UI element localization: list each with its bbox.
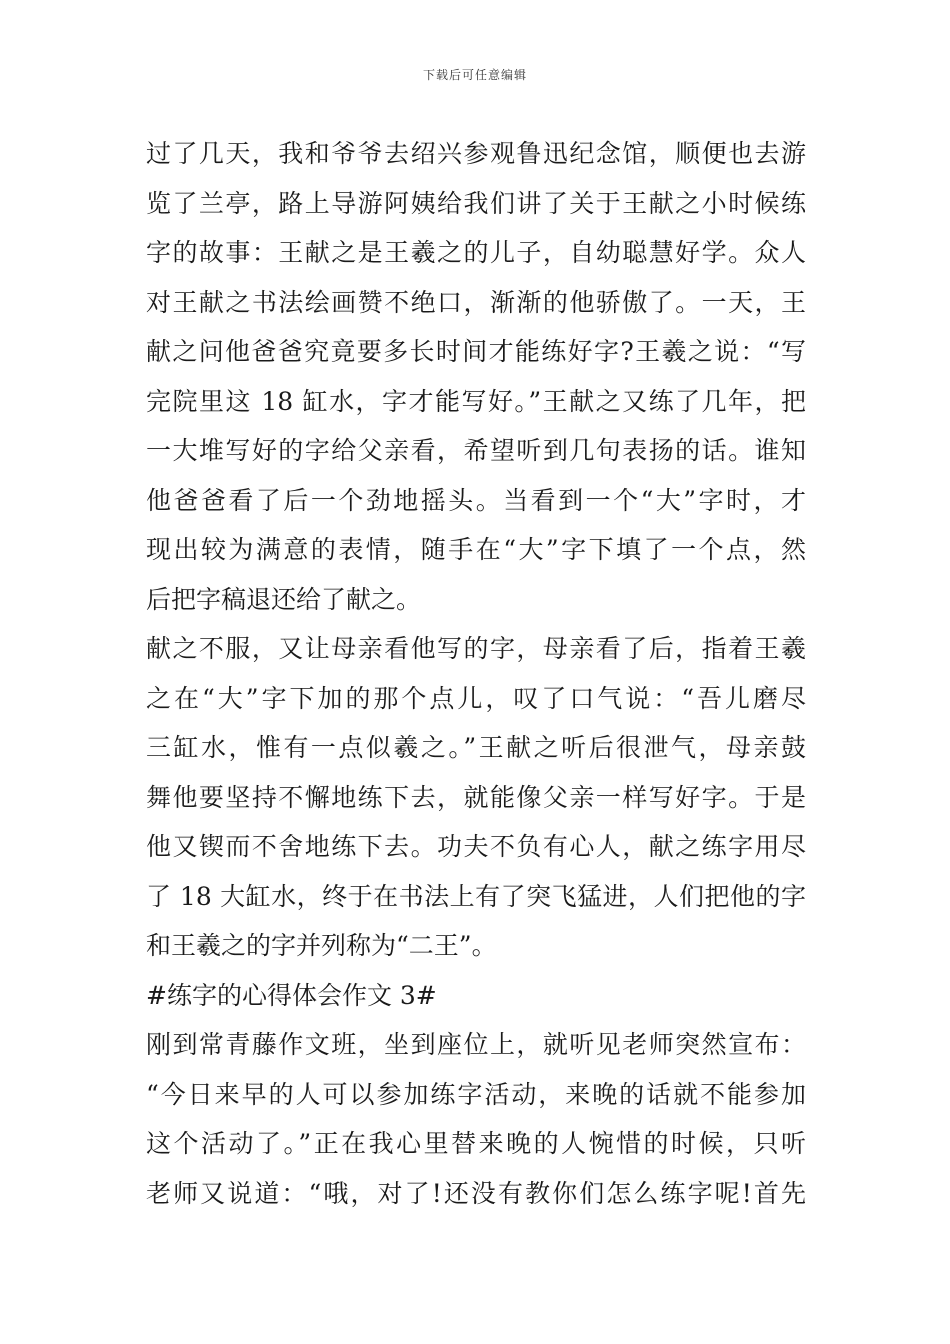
text-line: 了 18 大缸水，终于在书法上有了突飞猛进，人们把他的字: [146, 881, 806, 911]
text-line: 览了兰亭，路上导游阿姨给我们讲了关于王献之小时候练: [146, 188, 806, 218]
text-line: 献之不服，又让母亲看他写的字，母亲看了后，指着王羲: [146, 634, 806, 663]
text-line: 刚到常青藤作文班，坐到座位上，就听见老师突然宣布：: [146, 1030, 806, 1059]
page-header: 下载后可任意编辑: [422, 68, 527, 82]
text-line: “今日来早的人可以参加练字活动，来晚的话就不能参加: [146, 1079, 806, 1109]
text-line: 舞他要坚持不懈地练下去，就能像父亲一样写好字。于是: [146, 782, 806, 812]
text-line: 完院里这 18 缸水，字才能写好。”王献之又练了几年，把: [146, 386, 806, 416]
text-line: 他爸爸看了后一个劲地摇头。当看到一个“大”字时，才: [146, 485, 806, 515]
text-line: #练字的心得体会作文 3#: [146, 980, 437, 1010]
text-line: 和王羲之的字并列称为“二王”。: [146, 931, 497, 960]
text-line: 之在“大”字下加的那个点儿，叹了口气说：“吾儿磨尽: [146, 683, 806, 713]
text-line: 过了几天，我和爷爷去绍兴参观鲁迅纪念馆，顺便也去游: [146, 139, 806, 168]
text-line: 对王献之书法绘画赞不绝口，渐渐的他骄傲了。一天，王: [146, 287, 806, 317]
text-line: 字的故事：王献之是王羲之的儿子，自幼聪慧好学。众人: [146, 238, 806, 267]
text-line: 老师又说道：“哦，对了!还没有教你们怎么练字呢!首先: [146, 1178, 806, 1208]
text-line: 后把字稿退还给了献之。: [146, 584, 422, 614]
text-line: 现出较为满意的表情，随手在“大”字下填了一个点，然: [146, 535, 806, 564]
text-line: 献之问他爸爸究竟要多长时间才能练好字?王羲之说：“写: [146, 337, 806, 366]
text-line: 这个活动了。”正在我心里替来晚的人惋惜的时候，只听: [146, 1129, 806, 1158]
text-line: 三缸水，惟有一点似羲之。”王献之听后很泄气，母亲鼓: [146, 733, 806, 762]
document-body: [146, 129, 806, 1218]
text-line: 他又锲而不舍地练下去。功夫不负有心人，献之练字用尽: [146, 832, 806, 861]
text-line: 一大堆写好的字给父亲看，希望听到几句表扬的话。谁知: [146, 436, 806, 465]
